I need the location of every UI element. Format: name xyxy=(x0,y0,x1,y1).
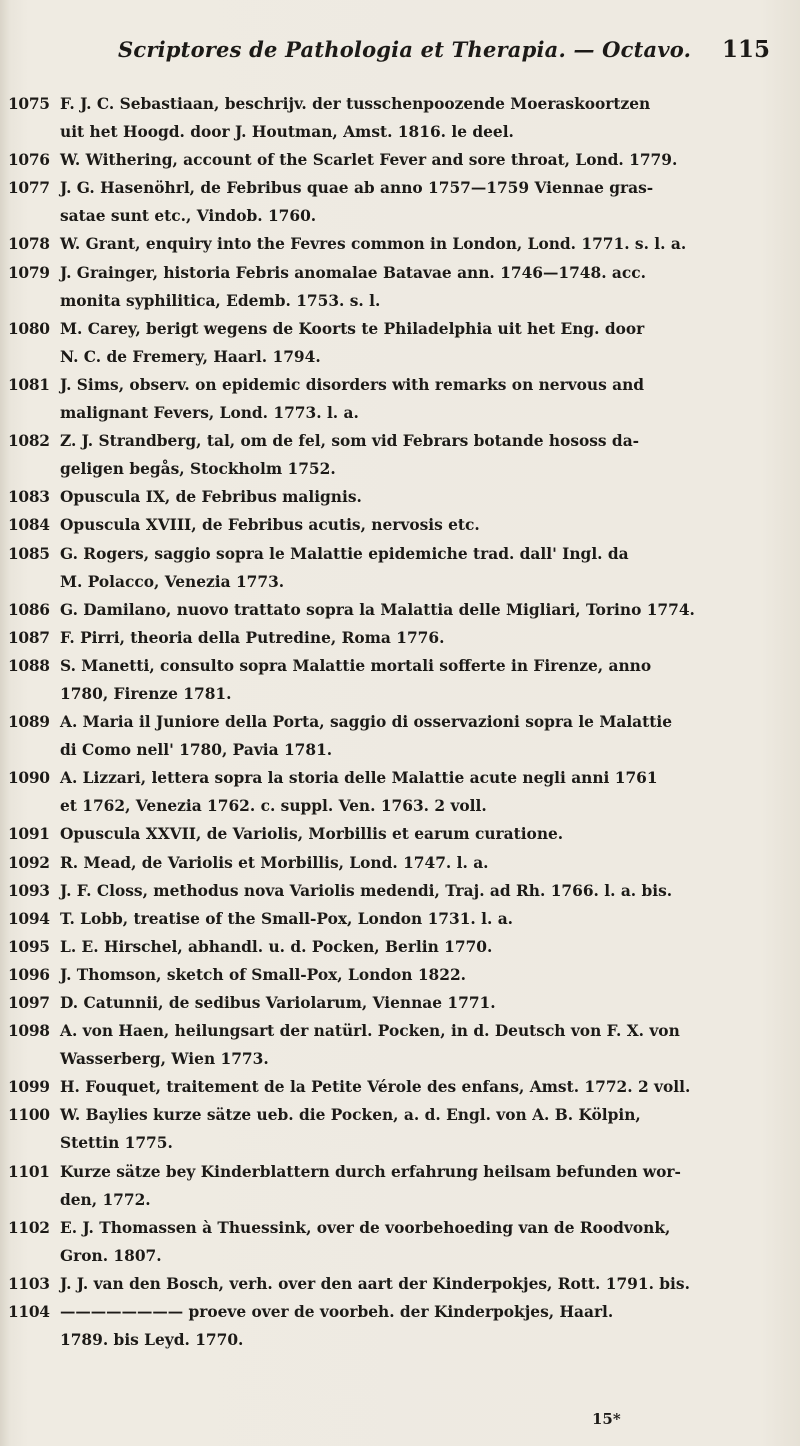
entry-text-line: J. G. Hasenöhrl, de Febribus quae ab anno 1757—1759 Viennae gras- xyxy=(60,179,654,198)
entry-text-line: den, 1772. xyxy=(60,1190,151,1209)
entry-text-line: geligen begås, Stockholm 1752. xyxy=(60,460,336,479)
page-number: 115 xyxy=(721,36,770,63)
entry-number: 1077 xyxy=(8,179,50,198)
entry-text-line: M. Polacco, Venezia 1773. xyxy=(60,572,285,591)
entry-text-line: T. Lobb, treatise of the Small-Pox, London 1731. l. a. xyxy=(60,909,514,928)
list-item xyxy=(8,427,788,483)
bibliography-list xyxy=(8,90,788,1354)
entry-number: 1083 xyxy=(8,488,50,507)
list-item xyxy=(8,371,788,427)
entry-text-line: J. Sims, observ. on epidemic disorders with remarks on nervous and xyxy=(60,375,645,394)
list-item xyxy=(8,989,788,1017)
entry-text-line: M. Carey, berigt wegens de Koorts te Philadelphia uit het Eng. door xyxy=(60,319,645,338)
list-item xyxy=(8,905,788,933)
entry-number: 1101 xyxy=(8,1162,50,1181)
list-item xyxy=(8,315,788,371)
entry-text-line: monita syphilitica, Edemb. 1753. s. l. xyxy=(60,291,381,310)
entry-text-line: satae sunt etc., Vindob. 1760. xyxy=(60,207,317,226)
entry-text-line: Gron. 1807. xyxy=(60,1246,162,1265)
entry-text-line: Opuscula XXVII, de Variolis, Morbillis et earum curatione. xyxy=(60,825,564,844)
entry-text-line: W. Grant, enquiry into the Fevres common in London, Lond. 1771. s. l. a. xyxy=(60,235,687,254)
entry-number: 1097 xyxy=(8,994,50,1012)
entry-text-line: H. Fouquet, traitement de la Petite Vérole des enfans, Amst. 1772. 2 voll. xyxy=(60,1078,691,1097)
list-item xyxy=(8,764,788,820)
list-item xyxy=(8,90,788,146)
entry-text-line: Wasserberg, Wien 1773. xyxy=(60,1050,269,1069)
entry-number: 1099 xyxy=(8,1078,50,1097)
entry-number: 1100 xyxy=(8,1106,50,1125)
entry-number: 1084 xyxy=(8,516,50,535)
entry-text-line: Z. J. Strandberg, tal, om de fel, som vid Febrars botande hososs da- xyxy=(60,432,640,451)
list-item xyxy=(8,146,788,174)
list-item xyxy=(8,1017,788,1073)
entry-text-line: 1780, Firenze 1781. xyxy=(60,684,232,703)
entry-text-line: J. J. van den Bosch, verh. over den aart der Kinderpokjes, Rott. 1791. bis. xyxy=(60,1274,690,1293)
entry-text-line: Opuscula XVIII, de Febribus acutis, nervosis etc. xyxy=(60,516,480,535)
entry-number: 1080 xyxy=(8,319,50,338)
entry-number: 1095 xyxy=(8,937,50,956)
entry-number: 1096 xyxy=(8,965,50,984)
entry-text-line: A. Maria il Juniore della Porta, saggio di osservazioni sopra le Malattie xyxy=(60,713,673,732)
entry-text-line: R. Mead, de Variolis et Morbillis, Lond. 1747. l. a. xyxy=(60,853,489,872)
entry-number: 1092 xyxy=(8,853,50,872)
entry-text-line: W. Withering, account of the Scarlet Fever and sore throat, Lond. 1779. xyxy=(60,151,678,170)
entry-text-line: J. Grainger, historia Febris anomalae Batavae ann. 1746—1748. acc. xyxy=(60,263,646,282)
entry-text-line: E. J. Thomassen à Thuessink, over de voorbehoeding van de Roodvonk, xyxy=(60,1218,671,1237)
entry-text-line: Stettin 1775. xyxy=(60,1134,173,1153)
list-item xyxy=(8,708,788,764)
entry-number: 1102 xyxy=(8,1218,50,1237)
entry-text-line: L. E. Hirschel, abhandl. u. d. Pocken, Berlin 1770. xyxy=(60,937,493,956)
entry-text-line: N. C. de Fremery, Haarl. 1794. xyxy=(60,347,321,366)
list-item xyxy=(8,483,788,511)
entry-text-line: A. Lizzari, lettera sopra la storia delle Malattie acute negli anni 1761 xyxy=(60,769,658,788)
entry-text-line: G. Rogers, saggio sopra le Malattie epidemiche trad. dall' Ingl. da xyxy=(60,544,629,563)
entry-text-line: J. Thomson, sketch of Small-Pox, London 1822. xyxy=(60,965,467,984)
entry-number: 1098 xyxy=(8,1022,50,1041)
entry-number: 1094 xyxy=(8,909,50,928)
entry-number: 1079 xyxy=(8,263,50,282)
entry-text-line: D. Catunnii, de sedibus Variolarum, Viennae 1771. xyxy=(60,994,496,1012)
list-item xyxy=(8,1298,788,1354)
list-item xyxy=(8,1158,788,1214)
entry-text-line: S. Manetti, consulto sopra Malattie mortali sofferte in Firenze, anno xyxy=(60,656,652,675)
entry-text-line: malignant Fevers, Lond. 1773. l. a. xyxy=(60,404,359,423)
entry-number: 1086 xyxy=(8,600,50,619)
entry-text-line: ———————— proeve over de voorbeh. der Kinderpokjes, Haarl. xyxy=(60,1303,614,1322)
entry-text-line: uit het Hoogd. door J. Houtman, Amst. 1816. le deel. xyxy=(60,123,514,142)
list-item xyxy=(8,1214,788,1270)
list-item xyxy=(8,230,788,258)
entry-text-line: A. von Haen, heilungsart der natürl. Pocken, in d. Deutsch von F. X. von xyxy=(60,1022,680,1041)
list-item xyxy=(8,1270,788,1298)
entry-text-line: di Como nell' 1780, Pavia 1781. xyxy=(60,741,333,760)
entry-number: 1081 xyxy=(8,375,50,394)
entry-number: 1093 xyxy=(8,881,50,900)
entry-number: 1089 xyxy=(8,713,50,732)
list-item xyxy=(8,174,788,230)
entry-text-line: J. F. Closs, methodus nova Variolis medendi, Traj. ad Rh. 1766. l. a. bis. xyxy=(60,881,673,900)
entry-number: 1087 xyxy=(8,628,50,647)
list-item xyxy=(8,1101,788,1157)
entry-text-line: W. Baylies kurze sätze ueb. die Pocken, a. d. Engl. von A. B. Kölpin, xyxy=(60,1106,641,1125)
list-item xyxy=(8,933,788,961)
list-item xyxy=(8,877,788,905)
entry-text-line: Kurze sätze bey Kinderblattern durch erfahrung heilsam befunden wor- xyxy=(60,1162,681,1181)
list-item xyxy=(8,1073,788,1101)
entry-text-line: F. J. C. Sebastiaan, beschrijv. der tusschenpoozende Moeraskoortzen xyxy=(60,95,651,113)
entry-number: 1088 xyxy=(8,656,50,675)
list-item xyxy=(8,259,788,315)
entry-text-line: F. Pirri, theoria della Putredine, Roma 1776. xyxy=(60,628,445,647)
entry-text-line: et 1762, Venezia 1762. c. suppl. Ven. 1763. 2 voll. xyxy=(60,797,487,816)
entry-number: 1082 xyxy=(8,432,50,451)
entry-number: 1090 xyxy=(8,769,50,788)
signature-mark: 15* xyxy=(592,1410,621,1428)
entry-text-line: G. Damilano, nuovo trattato sopra la Malattia delle Migliari, Torino 1774. xyxy=(60,600,695,619)
list-item xyxy=(8,961,788,989)
list-item xyxy=(8,652,788,708)
entry-number: 1078 xyxy=(8,235,50,254)
entry-number: 1076 xyxy=(8,151,50,170)
entry-number: 1075 xyxy=(8,95,50,113)
entry-number: 1104 xyxy=(8,1303,50,1322)
entry-number: 1091 xyxy=(8,825,50,844)
running-title: Scriptores de Pathologia et Therapia. — Octavo. xyxy=(118,37,692,62)
page-header xyxy=(118,36,770,63)
entry-text-line: 1789. bis Leyd. 1770. xyxy=(60,1331,244,1350)
list-item xyxy=(8,540,788,596)
entry-text-line: Opuscula IX, de Febribus malignis. xyxy=(60,488,362,507)
list-item xyxy=(8,849,788,877)
list-item xyxy=(8,624,788,652)
list-item xyxy=(8,820,788,848)
list-item xyxy=(8,596,788,624)
list-item xyxy=(8,511,788,539)
entry-number: 1103 xyxy=(8,1274,50,1293)
entry-number: 1085 xyxy=(8,544,50,563)
